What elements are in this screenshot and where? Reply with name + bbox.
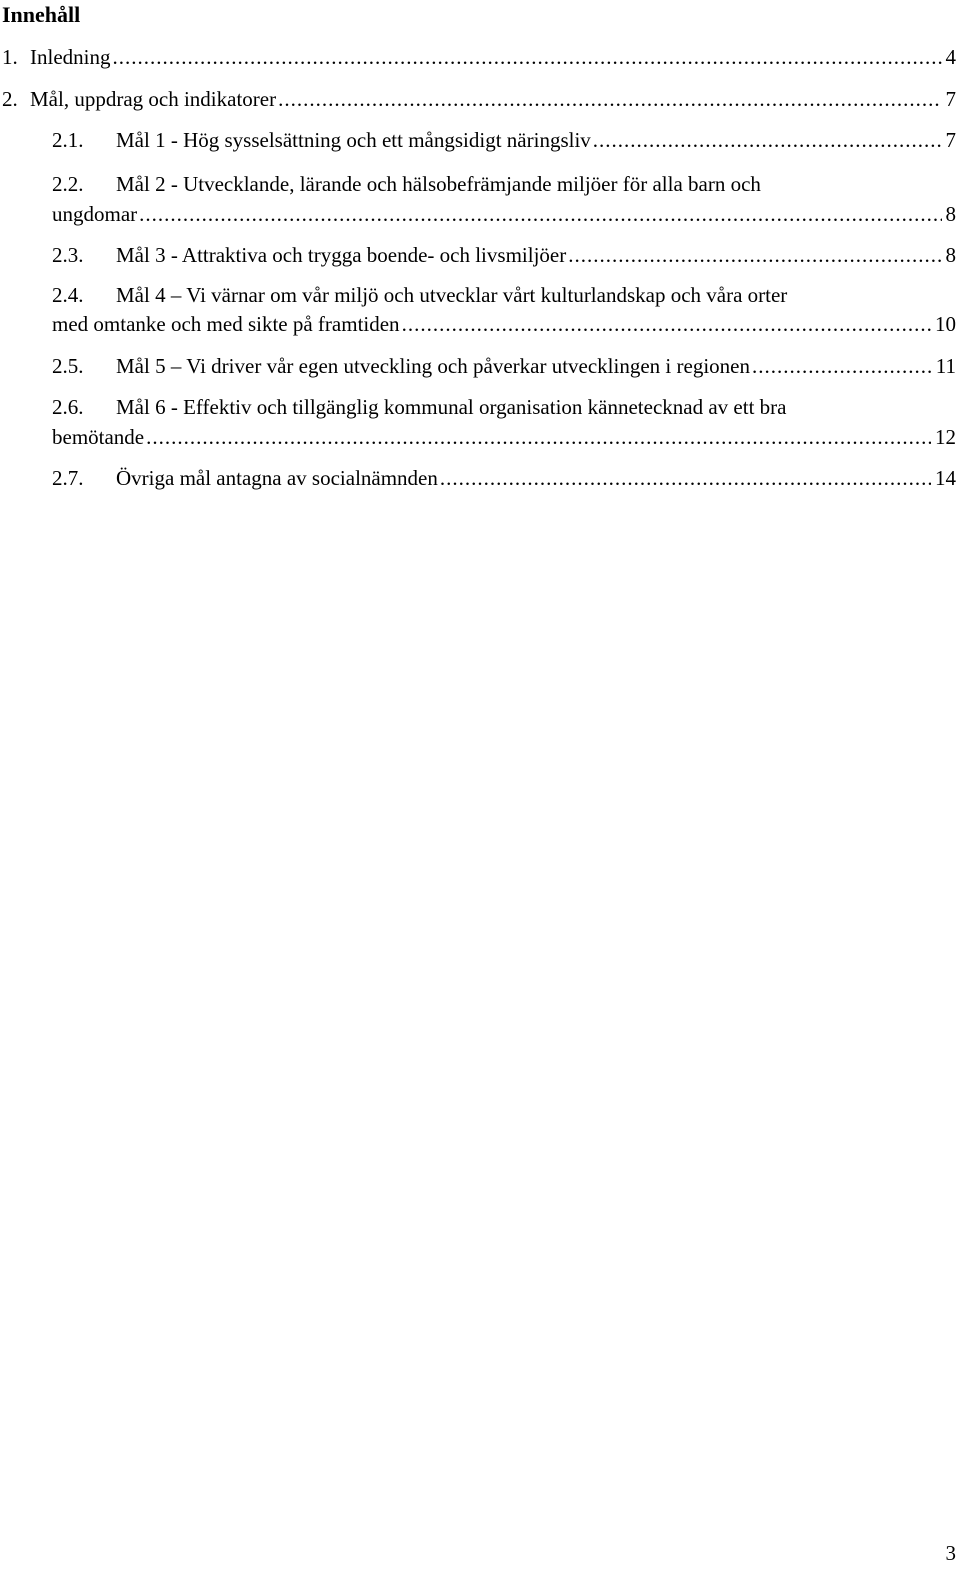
toc-entry-page: 8 — [945, 202, 956, 226]
toc-entry-page: 4 — [945, 45, 956, 69]
dot-leader — [402, 311, 931, 337]
toc-entry-number: 2.6. — [52, 395, 84, 419]
toc-entry-number: 2.1. — [52, 128, 84, 152]
dot-leader — [139, 201, 941, 227]
toc-entry-title: Mål, uppdrag och indikatorer — [30, 87, 277, 111]
toc-entry-line-2 — [52, 311, 956, 337]
toc-entry-number: 1. — [2, 45, 18, 69]
toc-entry-line — [52, 353, 956, 379]
toc-entry-line-1 — [52, 394, 928, 420]
toc-entry-title: Mål 6 - Effektiv och tillgänglig kommunal organisation kännetecknad av ett bra — [116, 395, 787, 419]
toc-entry-line-2 — [52, 201, 956, 227]
toc-entry-line — [2, 86, 956, 112]
dot-leader — [112, 44, 941, 70]
dot-leader — [146, 424, 931, 450]
toc-entry-line-2 — [52, 424, 956, 450]
dot-leader — [440, 465, 931, 491]
toc-entry-line — [52, 127, 956, 153]
toc-entry-page: 14 — [935, 466, 956, 490]
toc-entry-page: 7 — [945, 128, 956, 152]
toc-entry-line — [2, 44, 956, 70]
toc-entry-title-continued: med omtanke och med sikte på framtiden — [52, 312, 400, 336]
toc-entry-title: Mål 4 – Vi värnar om vår miljö och utvecklar vårt kulturlandskap och våra orter — [116, 283, 788, 307]
toc-entry-line — [52, 465, 956, 491]
toc-entry-title: Mål 1 - Hög sysselsättning och ett mångsidigt näringsliv — [116, 128, 591, 152]
toc-entry-title: Övriga mål antagna av socialnämnden — [116, 466, 438, 490]
toc-entry-line-1 — [52, 171, 894, 197]
toc-entry-number: 2.3. — [52, 243, 84, 267]
toc-entry-line — [52, 242, 956, 268]
toc-entry-title: Mål 2 - Utvecklande, lärande och hälsobefrämjande miljöer för alla barn och — [116, 172, 761, 196]
page-number: 3 — [945, 1541, 956, 1565]
dot-leader — [568, 242, 941, 268]
toc-entry-number: 2.5. — [52, 354, 84, 378]
toc-entry-number: 2.7. — [52, 466, 84, 490]
toc-entry-page: 10 — [935, 312, 956, 336]
toc-entry-page: 7 — [945, 87, 956, 111]
toc-entry-title: Inledning — [30, 45, 111, 69]
toc-entry-page: 12 — [935, 425, 956, 449]
toc-entry-number: 2.4. — [52, 283, 84, 307]
dot-leader — [278, 86, 941, 112]
toc-entry-number: 2.2. — [52, 172, 84, 196]
toc-entry-title: Mål 5 – Vi driver vår egen utveckling och påverkar utvecklingen i regionen — [116, 354, 750, 378]
dot-leader — [752, 353, 932, 379]
toc-entry-title-continued: ungdomar — [52, 202, 138, 226]
dot-leader — [593, 127, 942, 153]
toc-entry-page: 11 — [935, 354, 956, 378]
toc-entry-title: Mål 3 - Attraktiva och trygga boende- och livsmiljöer — [116, 243, 567, 267]
toc-heading: Innehåll — [2, 2, 81, 27]
toc-entry-title-continued: bemötande — [52, 425, 145, 449]
toc-entry-page: 8 — [945, 243, 956, 267]
toc-entry-line-1 — [52, 282, 928, 308]
toc-entry-number: 2. — [2, 87, 18, 111]
